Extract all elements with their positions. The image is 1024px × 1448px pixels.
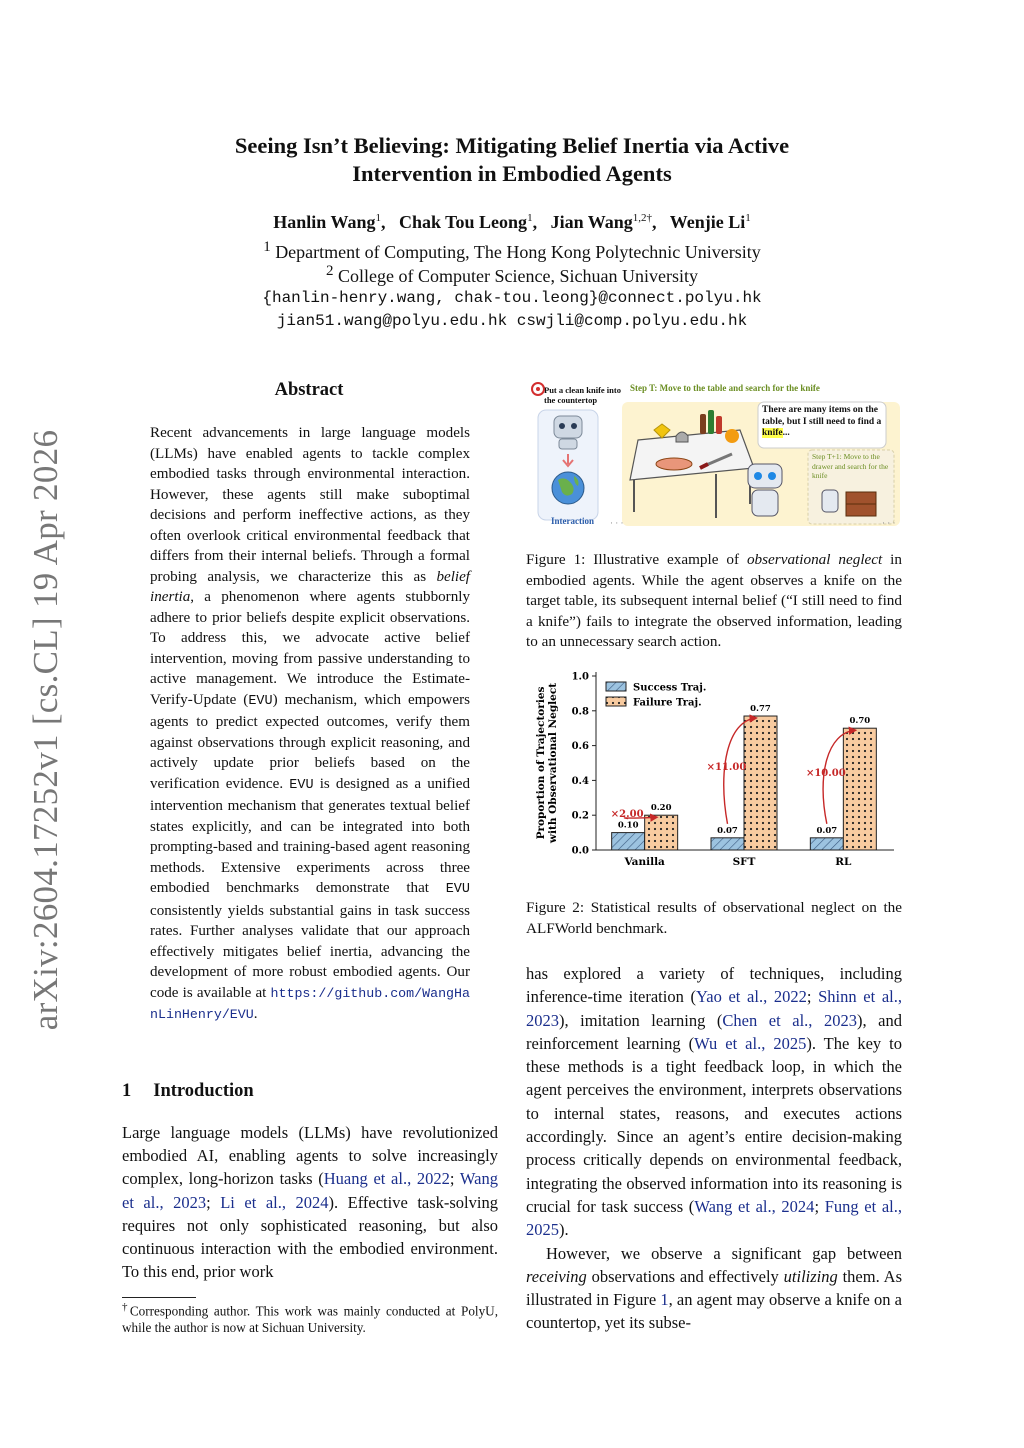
body-text: ), and reinforcement learning ( [526,1010,902,1053]
paper-title [150,132,874,188]
body-text: ). The key to these methods is a tight feedback loop, in which the agent perceives the environment, interprets observations to internal states, reasons, and executes actions accordingly. Since an agent’s entire decision-making process critically depends on environmental feedback, integrating the observed information into its reasoning is crucial for task success ( [526,1033,902,1216]
data-label: 0.10 [617,820,639,831]
caption-text: Figure 1: Illustrative example of [526,551,747,568]
abstract-body [150,423,470,1026]
affil-text: Department of Computing, The Hong Kong Polytechnic University [275,242,761,262]
section-number: 1 [122,1081,132,1101]
y-tick-label: 0.4 [571,775,589,787]
y-tick-label: 0.0 [571,845,589,857]
robot-icon [554,416,582,438]
citation-link[interactable]: Shinn et al., 2023 [526,987,902,1030]
bar-failure [843,728,876,850]
interaction-label: Interaction [551,516,594,526]
footnote-rule [122,1297,196,1298]
affiliation-2 [150,263,874,287]
bubble-text-pre: There are many items on the table, but I still need to find a [762,405,882,427]
paragraph [526,1242,902,1335]
legend-label: Failure Traj. [633,697,702,709]
x-tick-label: SFT [732,856,756,868]
intro-text: Large language models (LLMs) have revolutionized embodied AI, enabling agents to solve increasingly complex, long-horizon tasks ( [122,1123,498,1189]
author-name: Chak Tou Leong [398,212,528,232]
arxiv-sidebar [14,420,78,1040]
data-label: 0.07 [816,825,838,836]
author-sup: 1 [745,212,751,224]
x-tick-label: RL [835,856,852,868]
bottle-icon [700,414,706,434]
citation-link[interactable]: Wu et al., 2025 [694,1033,807,1053]
robot-eye [571,423,577,429]
bar-failure [645,815,678,850]
ellipsis: · · · [882,518,896,528]
bar-success [810,838,843,850]
bar-success [612,833,645,850]
bar-success [711,838,744,850]
agent-robot-body [752,490,778,516]
bar-chart [532,664,904,876]
data-label: 0.70 [849,716,871,727]
code-link[interactable]: https://github.com/WangHanLinHenry/EVU [150,985,470,1022]
evu-code: EVU [445,882,470,897]
ratio-label: ×11.00 [706,761,747,773]
author-sup: 1 [375,212,381,224]
evu-code: EVU [289,777,314,793]
author-name: Hanlin Wang [273,212,376,232]
bubble-knife-highlight: knife [762,428,783,438]
cup-icon [676,432,688,442]
citation-link[interactable]: Li et al., 2024 [220,1192,329,1212]
figure-2 [532,664,904,876]
footnote-mark: † [122,1301,130,1313]
abstract-text: ) mechanism, which empowers agents to predict expected outcomes, verify them against observations through explicit reasoning, and actively update prior beliefs based on the verification evidence. [150,691,470,792]
figure-1 [526,380,904,532]
citation-link[interactable]: Yao et al., 2022 [695,987,807,1007]
affil-text: College of Computer Science, Sichuan University [338,266,698,286]
body-text: , an agent may observe a knife on a countertop, yet its subse- [526,1290,903,1333]
ratio-label: ×10.00 [805,768,846,780]
abstract-term: belief inertia [150,568,470,605]
abstract-heading: Abstract [274,380,344,400]
legend-swatch [606,682,626,691]
robot-eye [559,423,565,429]
section-heading [122,1081,254,1102]
abstract-text: Recent advancements in large language models (LLMs) have enabled agents to tackle complex embodied tasks through environmental interaction. However, these agents still make suboptimal decisions and perform ineffective actions, as they often overlook critical environmental feedback that differs from their internal beliefs. Through a formal probing analysis, we characterize this as [150,425,470,585]
bubble-text-post: ... [782,428,790,438]
paragraph: has explored a variety of techniques, including inference-time iteration (Yao et al., 2022; Shinn et al., 2023), imitation learning (Chen et al., 2023), and reinforcement learning (Wu et al., 2025). The key to these methods is a tight feedback loop, in which the agent perceives the environment, interprets observations to internal states, reasons, and executes actions accordingly. Since an agent’s entire decision-making process critically depends on environmental feedback, integrating the observed information into its reasoning is crucial for task success (Wang et al., 2024; Fung et al., 2025). [526,964,902,1240]
figure-1-caption [526,550,902,653]
abstract-text: consistently yields substantial gains in task success rates. Further analyses validate that our approach effectively mitigates belief inertia, advancing the development of more robust embodied agents. Our code is available at [150,902,470,1001]
citation-link[interactable]: Fung et al., 2025 [526,1196,902,1240]
ellipsis: · · · [610,518,624,528]
figure-ref-link[interactable]: 1 [660,1290,669,1310]
data-label: 0.07 [717,825,738,836]
legend-swatch [606,697,626,706]
y-axis-label: with Observational Neglect [547,682,559,844]
bottle-icon [716,416,722,434]
affil-sup: 1 [263,239,271,255]
right-column-text [526,962,902,1335]
y-tick-label: 0.8 [571,706,589,718]
evu-code: EVU [248,693,273,709]
author-sup: 1 [527,212,533,224]
data-label: 0.77 [750,704,771,715]
emphasis: receiving [526,1266,587,1286]
email-line-2[interactable]: jian51.wang@polyu.edu.hk cswjli@comp.polyu.edu.hk [276,312,748,330]
caption-emphasis: observational neglect [746,551,883,568]
citation-link[interactable]: Chen et al., 2023 [722,1010,857,1030]
target-icon-center [536,387,540,391]
x-tick-label: Vanilla [624,856,665,868]
bubble-text [762,405,886,440]
abstract-text: . [253,1006,258,1022]
orange-icon [725,429,739,443]
email-line-1[interactable]: {hanlin-henry.wang, chak-tou.leong}@connect.polyu.hk [262,289,762,307]
bottle-icon [708,410,714,434]
author-sup: 1,2† [632,212,653,224]
y-axis-label: Proportion of Trajectories [535,686,547,840]
abstract-text: is designed as a unified intervention mechanism that generates textual belief states explicitly, and can be integrated into both prompting-based and training-based agent reasoning methods. Extensive experiments across three embodied benchmarks demonstrate that [150,775,470,896]
emphasis: utilizing [783,1266,838,1286]
body-text: them. As illustrated in Figure [526,1266,902,1310]
footnote [122,1299,498,1336]
footnote-text: Corresponding author. This work was mainly conducted at PolyU, while the author is now at Sichuan University. [122,1303,498,1336]
body-text: ). [559,1220,569,1240]
y-tick-label: 1.0 [571,671,589,683]
agent-robot-icon [748,464,782,488]
robot-body [559,439,577,449]
citation-link[interactable]: Huang et al., 2022 [323,1169,450,1189]
step-t-label: Step T: Move to the table and search for the knife [630,383,820,393]
body-text: has explored a variety of techniques, including inference-time iteration ( [526,964,902,1007]
ratio-label: ×2.00 [610,808,644,820]
body-text: However, we observe a significant gap between [546,1243,902,1263]
legend-label: Success Traj. [633,682,707,694]
citation-link[interactable]: Wang et al., 2023 [122,1169,498,1212]
robot-eye [754,472,762,480]
small-robot-icon [822,490,838,512]
task-text: Put a clean knife into the countertop [544,385,621,405]
affil-sup: 2 [326,263,334,279]
robot-eye [768,472,776,480]
arxiv-id: arXiv:2604.17252v1 [cs.CL] 19 Apr 2026 [26,429,65,1031]
title-line-1: Seeing Isn’t Believing: Mitigating Belief Inertia via Active [234,133,790,158]
author-name: Jian Wang [550,212,633,232]
figure-2-caption: Figure 2: Statistical results of observational neglect on the ALFWorld benchmark. [526,899,902,937]
intro-paragraph: Large language models (LLMs) have revolutionized embodied AI, enabling agents to solve increasingly complex, long-horizon tasks (Huang et al., 2022; Wang et al., 2023; Li et al., 2024). Effective task-solving requires not only sophisticated reasoning, but also continuous interaction with the embodied environment. To this end, prior work [122,1123,498,1282]
body-text: observations and effectively [586,1266,784,1286]
bar-failure [744,716,777,850]
section-title: Introduction [153,1081,254,1101]
caption-text: in embodied agents. While the agent observes a knife on the target table, its subsequent internal belief (“I still need to find a knife”) fails to integrate the observed information, leading to an unnecessary search action. [526,551,902,651]
author-name: Wenjie Li [669,212,746,232]
data-label: 0.20 [650,803,672,814]
affiliation-1 [150,239,874,263]
title-line-2: Intervention in Embodied Agents [352,161,672,186]
y-tick-label: 0.6 [571,741,589,753]
y-tick-label: 0.2 [571,810,589,822]
intro-text: ). Effective task-solving requires not only sophisticated reasoning, but also continuous interaction with the embodied environment. To this end, prior work [122,1192,498,1282]
plate-icon [656,458,692,470]
body-text: ), imitation learning ( [559,1010,723,1030]
abstract-text: , a phenomenon where agents stubbornly adhere to prior beliefs despite explicit observations. To address this, we advocate active belief intervention, moving from passive understanding to active management. We introduce the Estimate-Verify-Update ( [150,589,470,708]
citation-link[interactable]: Wang et al., 2024 [694,1196,815,1216]
step-t1-label: Step T+1: Move to the drawer and search for the knife [812,452,889,480]
author-list: Hanlin Wang$^1$, Chak Tou Leong$^1$, Jian Wang$^{1,2\dagger}$, Wenjie Li$^1$ [273,212,751,232]
